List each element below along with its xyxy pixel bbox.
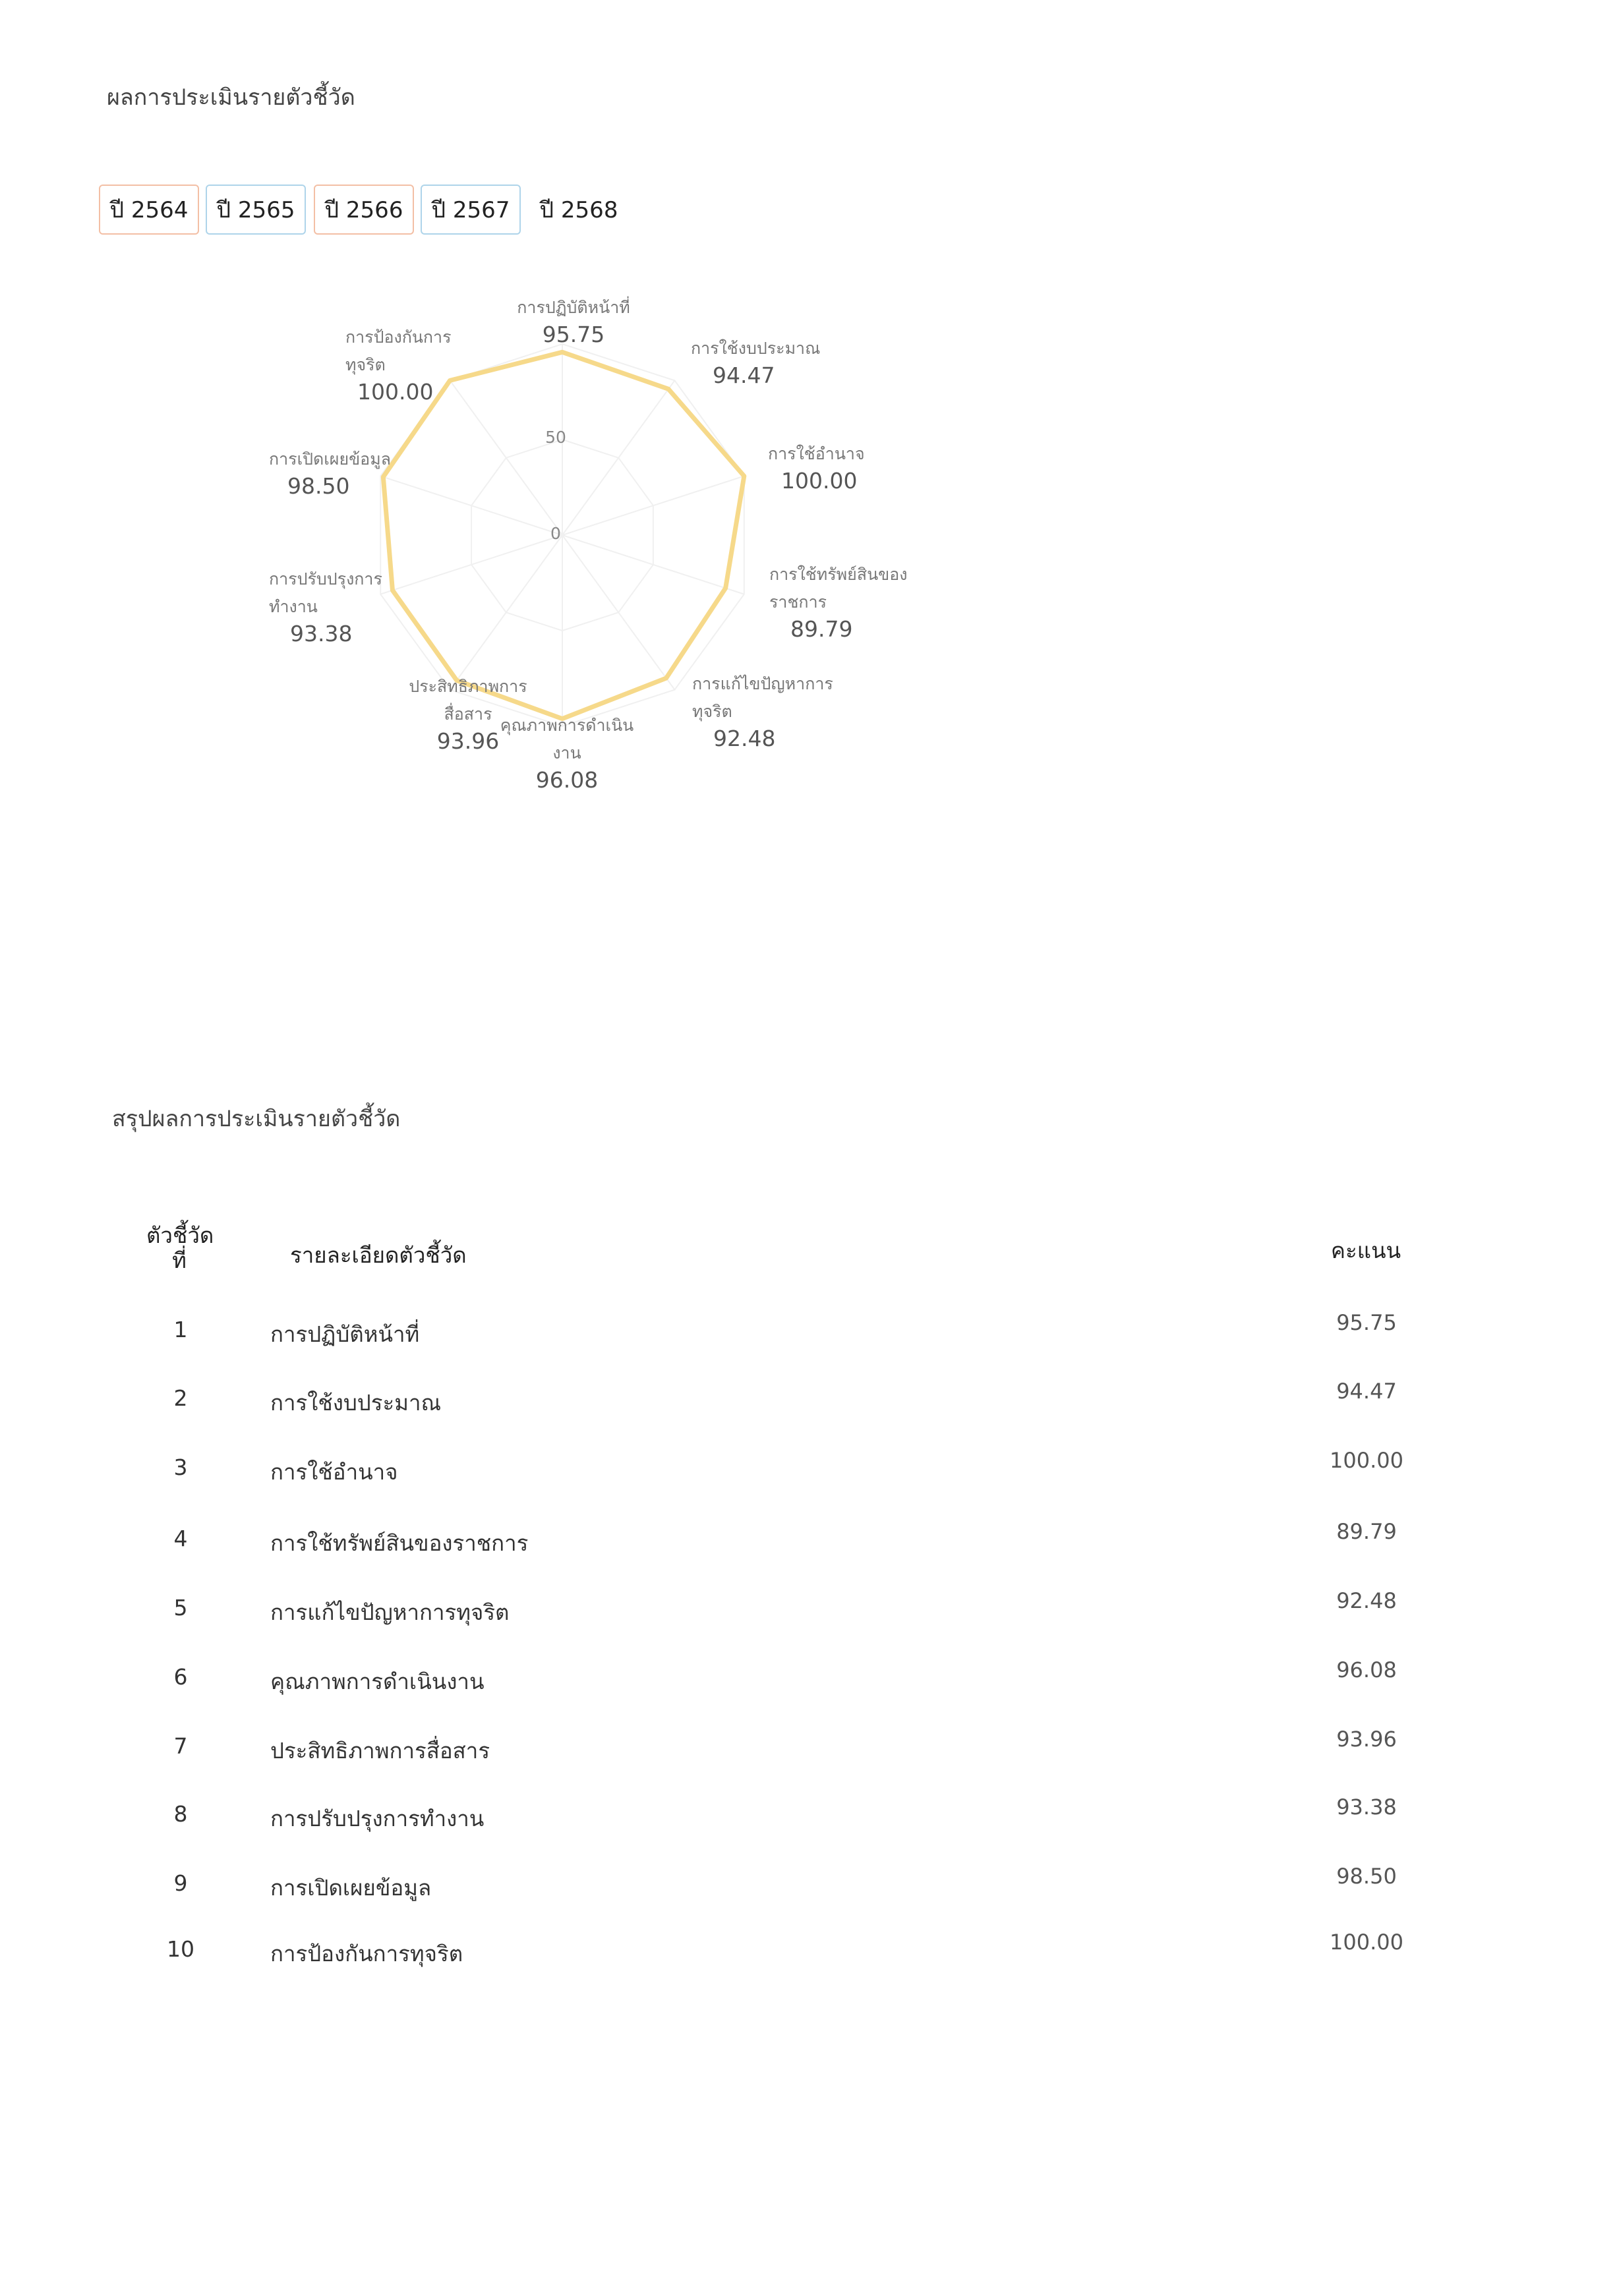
radar-axis-label: การใช้ทรัพย์สินของ — [769, 565, 908, 584]
table-row-number: 10 — [167, 1936, 194, 1962]
table-row-name: การใช้งบประมาณ — [270, 1390, 442, 1416]
radar-value-label: 93.96 — [436, 728, 500, 754]
table-row-name: การใช้ทรัพย์สินของราชการ — [270, 1530, 529, 1556]
radar-axis-label: การปรับปรุงการ — [269, 569, 382, 588]
table-row-score: 96.08 — [1336, 1657, 1397, 1682]
table-row-number: 2 — [173, 1385, 188, 1411]
table-row-score: 89.79 — [1336, 1519, 1397, 1544]
radar-axis-label: งาน — [552, 743, 581, 762]
radar-axis-label: ประสิทธิภาพการ — [409, 677, 527, 696]
radar-axis-label: คุณภาพการดำเนิน — [500, 716, 634, 735]
radar-axis-label: ทำงาน — [269, 597, 318, 616]
radar-tick-label: 50 — [545, 428, 566, 447]
header-score: คะแนน — [1330, 1238, 1401, 1263]
radar-value-label: 100.00 — [781, 468, 858, 494]
table-row-name: การป้องกันการทุจริต — [270, 1941, 463, 1966]
section-title-indicator-results: ผลการประเมินรายตัวชี้วัด — [107, 84, 355, 111]
header-index-line2: ที่ — [172, 1248, 187, 1273]
radar-axis-label-group — [691, 339, 820, 388]
table-row-name: การปรับปรุงการทำงาน — [270, 1806, 485, 1831]
radar-axis-label: ทุจริต — [692, 702, 732, 721]
table-row-name: ประสิทธิภาพการสื่อสาร — [270, 1738, 490, 1764]
table-row-score: 98.50 — [1336, 1864, 1397, 1889]
table-row-score: 93.38 — [1336, 1794, 1397, 1820]
radar-axis-label-group — [768, 444, 865, 494]
radar-axis-label: การป้องกันการ — [345, 328, 452, 347]
radar-chart — [0, 0, 1619, 857]
table-row-name: การแก้ไขปัญหาการทุจริต — [270, 1599, 510, 1625]
header-index — [146, 1223, 212, 1273]
tab-year-2567[interactable]: ปี 2567 — [421, 185, 521, 235]
table-row-score: 100.00 — [1330, 1930, 1403, 1955]
radar-axis-label: ทุจริต — [345, 355, 386, 374]
radar-value-label: 94.47 — [713, 362, 775, 388]
table-row-number: 5 — [173, 1595, 188, 1621]
radar-value-label: 100.00 — [357, 379, 434, 405]
table-row-number: 4 — [173, 1526, 188, 1551]
radar-value-label: 98.50 — [287, 473, 350, 499]
radar-axis-label-group — [269, 569, 382, 646]
radar-value-label: 96.08 — [535, 767, 599, 793]
radar-value-label: 92.48 — [713, 726, 776, 751]
table-row-number: 6 — [173, 1664, 188, 1690]
radar-value-label: 95.75 — [542, 322, 605, 347]
table-row-score: 100.00 — [1330, 1448, 1403, 1473]
radar-axis-label: การเปิดเผยข้อมูล — [269, 449, 391, 469]
table-row-score: 94.47 — [1336, 1379, 1397, 1404]
tab-year-2564[interactable]: ปี 2564 — [99, 185, 199, 235]
radar-spoke — [562, 535, 674, 690]
table-row-name: คุณภาพการดำเนินงาน — [270, 1669, 485, 1694]
table-row-number: 9 — [173, 1870, 188, 1896]
radar-axis-label: การแก้ไขปัญหาการ — [692, 674, 833, 693]
radar-axis-label-group — [517, 296, 630, 347]
radar-axis-label: การใช้อำนาจ — [768, 444, 865, 463]
radar-axis-label-group — [692, 674, 833, 751]
radar-axis-label-group — [769, 565, 907, 642]
radar-spoke — [450, 535, 562, 690]
radar-axis-label: การปฏิบัติหน้าที่ — [517, 298, 630, 317]
radar-axis-label-group — [269, 449, 391, 499]
table-row-number: 8 — [173, 1801, 188, 1827]
radar-axis-label: ราชการ — [769, 592, 827, 612]
radar-axis-label-group — [500, 716, 634, 793]
radar-axis-label: การใช้งบประมาณ — [691, 339, 821, 358]
section-title-indicator-summary: สรุปผลการประเมินรายตัวชี้วัด — [112, 1106, 401, 1132]
table-row-number: 7 — [173, 1733, 188, 1759]
radar-value-label: 93.38 — [290, 621, 353, 646]
tab-year-2565[interactable]: ปี 2565 — [206, 185, 306, 235]
table-row-number: 3 — [173, 1454, 188, 1480]
tab-year-2568[interactable]: ปี 2568 — [529, 185, 629, 235]
table-row-score: 95.75 — [1336, 1310, 1397, 1335]
header-index-line1: ตัวชี้วัด — [146, 1222, 214, 1248]
radar-value-label: 89.79 — [790, 616, 853, 642]
radar-axis-label: สื่อสาร — [444, 704, 492, 724]
radar-axis-label-group — [345, 328, 452, 405]
radar-spoke — [450, 380, 562, 535]
table-row-name: การเปิดเผยข้อมูล — [270, 1875, 432, 1901]
table-row-score: 93.96 — [1336, 1727, 1397, 1752]
table-row-name: การปฏิบัติหน้าที่ — [270, 1321, 420, 1347]
radar-tick-label: 0 — [550, 524, 561, 543]
header-detail: รายละเอียดตัวชี้วัด — [290, 1242, 467, 1268]
tab-year-2566[interactable]: ปี 2566 — [314, 185, 414, 235]
table-row-number: 1 — [173, 1317, 188, 1342]
radar-spoke — [562, 380, 674, 535]
table-row-score: 92.48 — [1336, 1588, 1397, 1613]
table-row-name: การใช้อำนาจ — [270, 1459, 398, 1485]
